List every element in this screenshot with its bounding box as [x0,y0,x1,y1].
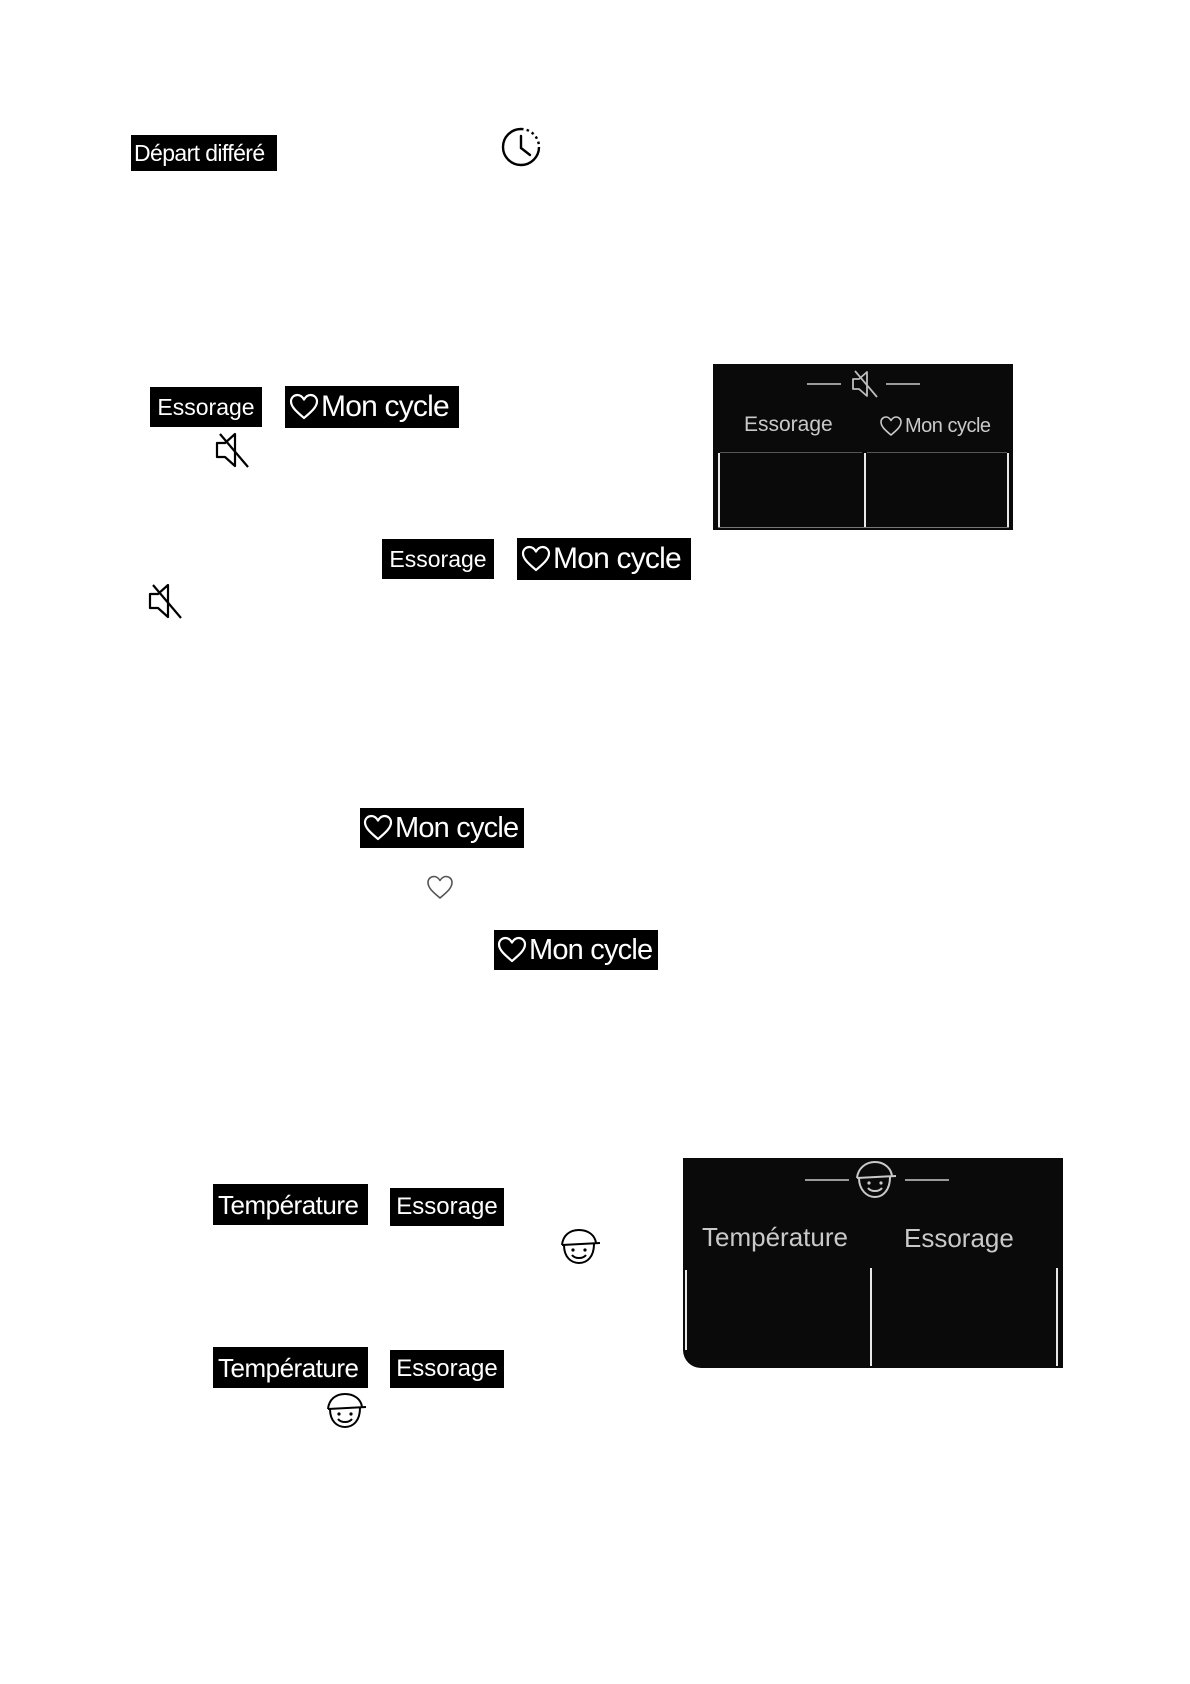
my-cycle-label: Mon cycle [517,538,691,580]
mute-display-panel [713,364,1013,530]
speaker-mute-icon [147,581,185,621]
spin-label: Essorage [390,1188,504,1226]
temperature-label: Température [213,1347,368,1388]
temperature-label: Température [213,1184,368,1225]
my-cycle-label: Mon cycle [494,930,658,970]
child-face-icon [558,1228,602,1266]
divider [805,1179,849,1181]
clock-icon [500,126,542,168]
heart-icon [426,874,454,900]
child-lock-display-panel [683,1158,1063,1368]
spin-label: Essorage [150,387,262,427]
child-face-icon [324,1392,368,1430]
panel-spin-text: Essorage [904,1223,1014,1253]
divider [886,383,920,385]
heart-icon [879,414,903,438]
divider [1056,1268,1058,1366]
heart-icon [363,813,393,843]
speaker-mute-icon [850,368,880,400]
child-face-icon [853,1160,899,1200]
divider [864,453,866,527]
divider [718,453,720,527]
delay-start-label: Départ différé [131,135,277,171]
divider [867,452,1007,453]
my-cycle-label: Mon cycle [285,386,459,428]
divider [870,1268,872,1366]
panel-temperature-text: Température [702,1222,848,1252]
divider [905,1179,949,1181]
divider [720,452,862,453]
heart-icon [289,392,319,422]
heart-icon [497,935,527,965]
heart-icon [521,544,551,574]
divider [718,527,1009,528]
divider [685,1270,687,1350]
speaker-mute-icon [214,430,252,470]
divider [807,383,841,385]
spin-label: Essorage [382,539,494,579]
panel-spin-text: Essorage [744,413,833,436]
panel-my-cycle-text: Mon cycle [905,415,991,437]
divider [1007,453,1009,527]
spin-label: Essorage [390,1350,504,1388]
my-cycle-label: Mon cycle [360,808,524,848]
